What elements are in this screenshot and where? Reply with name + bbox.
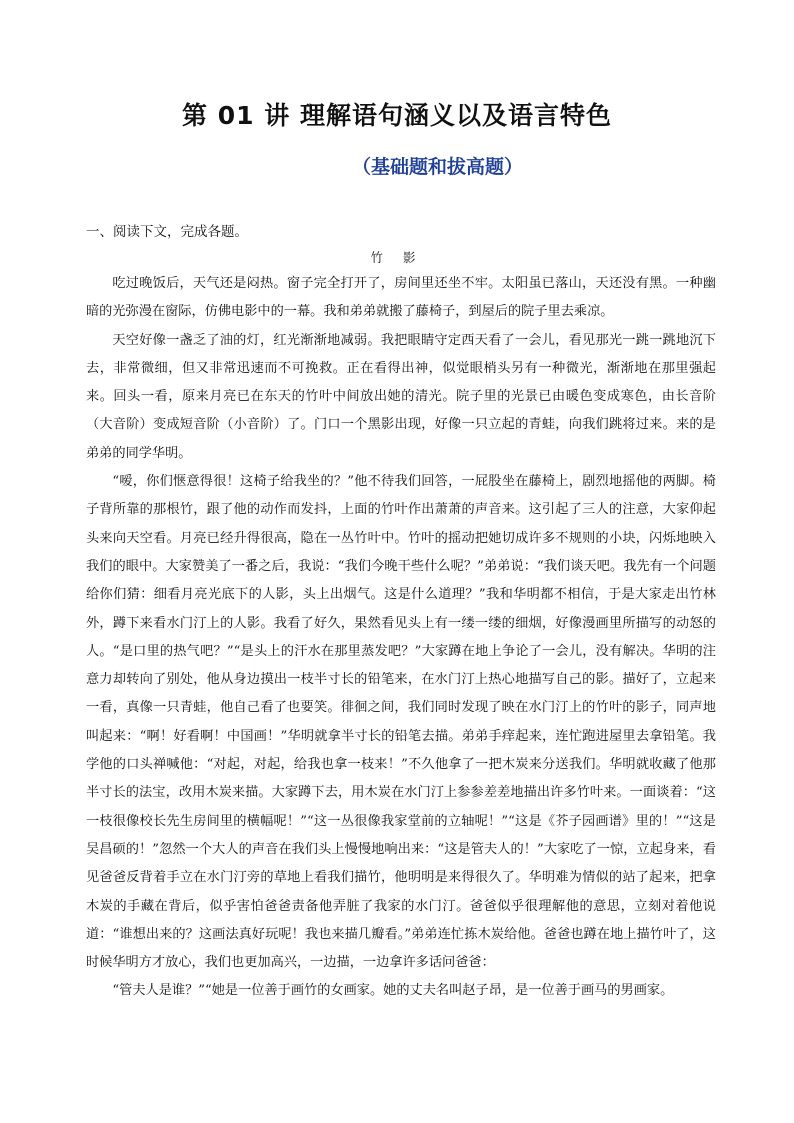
passage-body (86, 270, 716, 1006)
paragraph-1: 吃过晚饭后，天气还是闷热。窗子完全打开了，房间里还坐不牢。太阳虽已落山，天还没有黑。一种幽暗的光弥漫在窗际，仿佛电影中的一幕。我和弟弟就搬了藤椅子，到屋后的院子里去乘凉。 (86, 276, 716, 320)
passage-title: 竹 影 (370, 250, 424, 265)
paragraph-2: 天空好像一盏乏了油的灯，红光渐渐地减弱。我把眼睛守定西天看了一会儿，看见那光一跳一跳地沉下去，非常微细，但又非常迅速而不可挽救。正在看得出神，似觉眼梢头另有一种微光，渐渐地在那里强起来。回头一看，原来月亮已在东天的竹叶中间放出她的清光。院子里的光景已由暖色变成寒色，由长音阶（大音阶）变成短音阶（小音阶）了。门口一个黑影出现，好像一只立起的青蛙，向我们跳将过来。来的是弟弟的同学华明。 (86, 332, 716, 461)
paragraph-3: “嗳，你们惬意得很！这椅子给我坐的？”他不待我们回答，一屁股坐在藤椅上，剧烈地摇他的两脚。椅子背所靠的那根竹，跟了他的动作而发抖，上面的竹叶作出萧萧的声音来。这引起了三人的注意，大家仰起头来向天空看。月亮已经升得很高，隐在一丛竹叶中。竹叶的摇动把她切成许多不规则的小块，闪烁地映入我们的眼中。大家赞美了一番之后，我说：“我们今晚干些什么呢？”弟弟说：“我们谈天吧。我先有一个问题给你们猜：细看月亮光底下的人影，头上出烟气。这是什么道理？”我和华明都不相信，于是大家走出竹林外，蹲下来看水门汀上的人影。我看了好久，果然看见头上有一缕一缕的细烟，好像漫画里所描写的动怒的人。“是口里的热气吧？”“是头上的汗水在那里蒸发吧？”大家蹲在地上争论了一会儿，没有解决。华明的注意力却转向了别处，他从身边摸出一枝半寸长的铅笔来，在水门汀上热心地描写自己的影。描好了，立起来一看，真像一只青蛙，他自己看了也要笑。徘徊之间，我们同时发现了映在水门汀上的竹叶的影子，同声地叫起来：“啊！好看啊！中国画！”华明就拿半寸长的铅笔去描。弟弟手痒起来，连忙跑进屋里去拿铅笔。我学他的口头禅喊他：“对起，对起，给我也拿一枝来！”不久他拿了一把木炭来分送我们。华明就收藏了他那半寸长的法宝，改用木炭来描。大家蹲下去，用木炭在水门汀上参参差差地描出许多竹叶来。一面谈着：“这一枝很像校长先生房间里的横幅呢！”“这一丛很像我家堂前的立轴呢！”“这是《芥子园画谱》里的！”“这是吴昌硕的！”忽然一个大人的声音在我们头上慢慢地响出来：“这是管夫人的！”大家吃了一惊，立起身来，看见爸爸反背着手立在水门汀旁的草地上看我们描竹，他明明是来得很久了。华明难为情似的站了起来，把拿木炭的手藏在背后，似乎害怕爸爸责备他弄脏了我家的水门汀。爸爸似乎很理解他的意思，立刻对着他说道：“谁想出来的？这画法真好玩呢！我也来描几瓣看。”弟弟连忙拣木炭给他。爸爸也蹲在地上描竹叶了，这时候华明方才放心，我们也更加高兴，一边描，一边拿许多话问爸爸： (86, 474, 716, 971)
paragraph-4: “管夫人是谁？”“她是一位善于画竹的女画家。她的丈夫名叫赵子昂，是一位善于画马的男画家。 (112, 983, 674, 999)
page-title: 第 01 讲 理解语句涵义以及语言特色 (182, 101, 612, 130)
page-subtitle: （基础题和拔高题） (352, 156, 524, 178)
question-heading: 一、阅读下文，完成各题。 (86, 224, 248, 240)
